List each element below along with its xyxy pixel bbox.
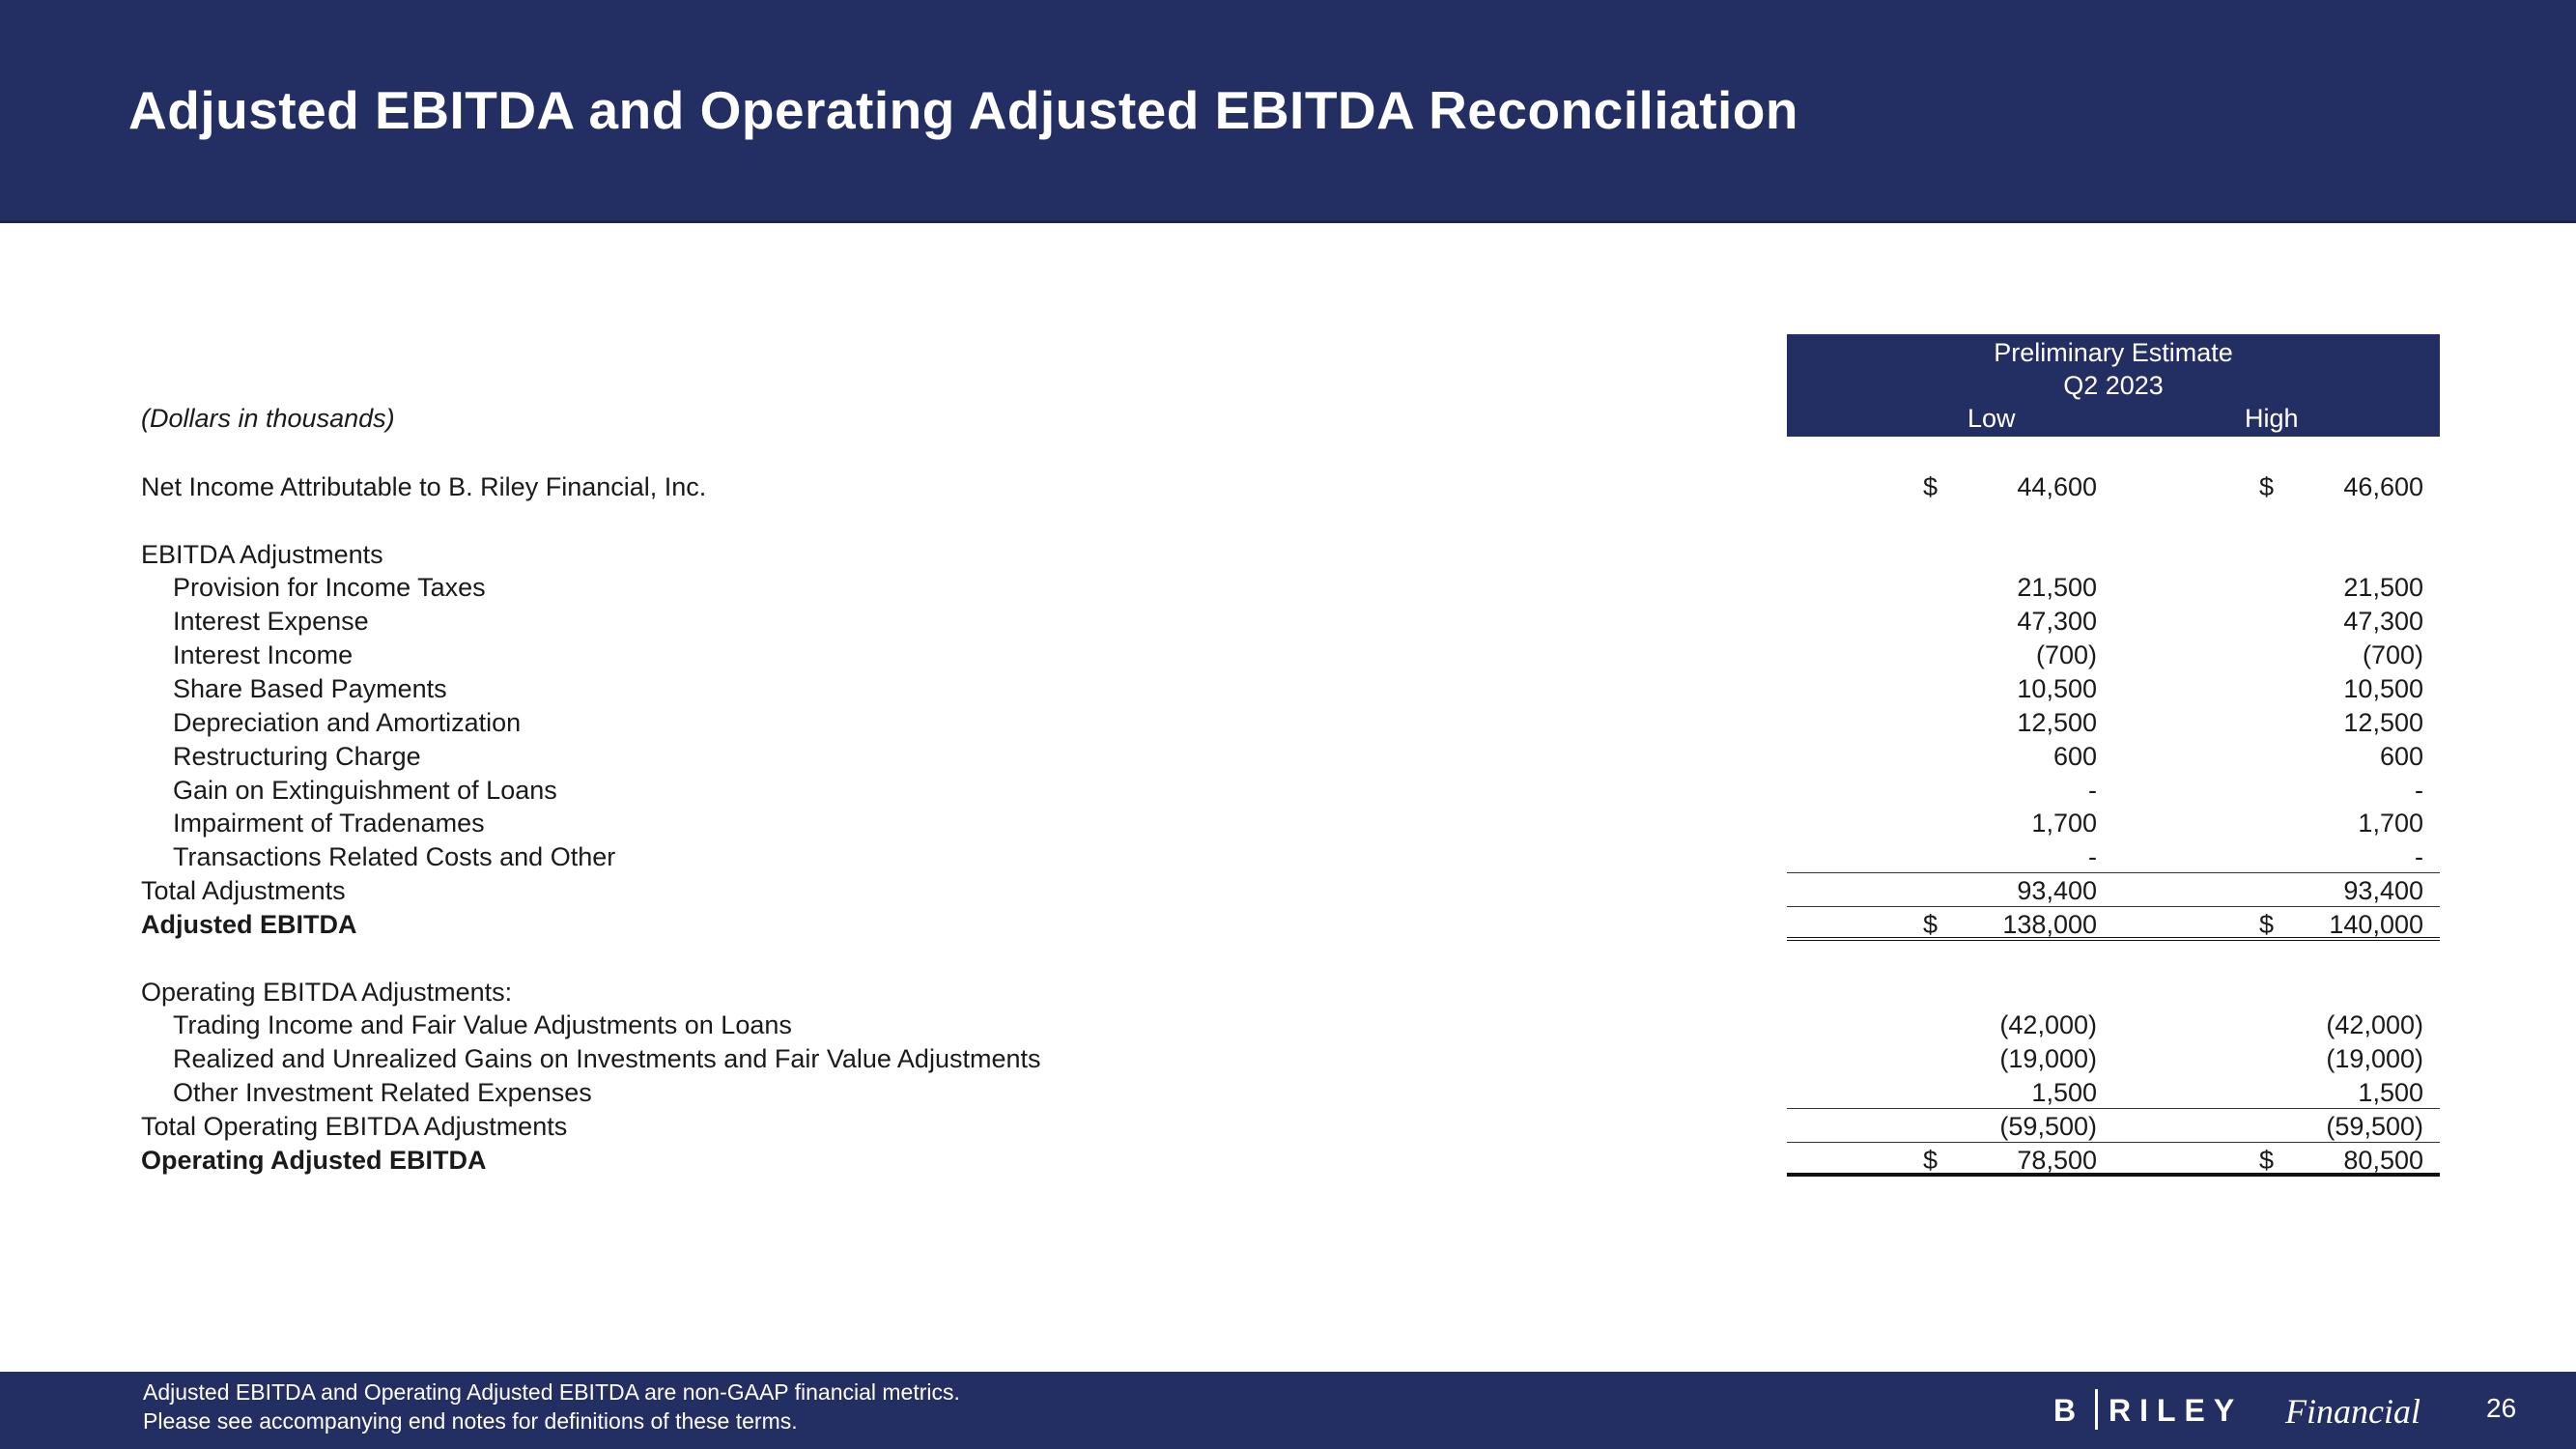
value-low: 1,700 <box>2031 809 2097 838</box>
value-high: 10,500 <box>2343 674 2423 703</box>
row-realized-unrealized-gains <box>0 1042 2576 1075</box>
row-interest-expense <box>0 605 2576 638</box>
row-transactions-related-costs <box>0 840 2576 873</box>
value-high: 1,500 <box>2358 1078 2423 1107</box>
currency-low: $ <box>1923 1146 1939 1175</box>
column-header-line2: Q2 2023 <box>2063 371 2164 400</box>
units-note: (Dollars in thousands) <box>141 404 395 433</box>
column-header-high: High <box>2245 404 2299 433</box>
value-low: 12,500 <box>2017 708 2097 737</box>
row-operating-adjusted-ebitda <box>0 1144 2576 1177</box>
value-low: - <box>2088 842 2097 871</box>
row-adjusted-ebitda <box>0 908 2576 941</box>
value-low: (59,500) <box>1999 1112 2097 1141</box>
row-gain-extinguishment-loans <box>0 774 2576 807</box>
row-label: Impairment of Tradenames <box>173 809 485 838</box>
value-low: 47,300 <box>2017 607 2097 636</box>
value-high: 47,300 <box>2343 607 2423 636</box>
total-thick-rule <box>1787 1173 2440 1177</box>
row-label: Gain on Extinguishment of Loans <box>173 776 557 805</box>
value-high: 1,700 <box>2358 809 2423 838</box>
value-high: 93,400 <box>2343 876 2423 905</box>
logo-b: B <box>2053 1393 2079 1428</box>
footer-note-line2: Please see accompanying end notes for definitions of these terms. <box>143 1408 798 1434</box>
value-high: 80,500 <box>2343 1146 2423 1175</box>
row-impairment-tradenames <box>0 807 2576 839</box>
subtotal-rule <box>1787 1108 2440 1109</box>
value-low: 1,500 <box>2031 1078 2097 1107</box>
footer-note-line1: Adjusted EBITDA and Operating Adjusted EBITDA are non-GAAP financial metrics. <box>143 1379 960 1405</box>
value-high: 21,500 <box>2343 573 2423 602</box>
row-total-operating-adjustments <box>0 1110 2576 1143</box>
row-share-based-payments <box>0 672 2576 705</box>
value-high: (700) <box>2362 640 2423 669</box>
row-label: Trading Income and Fair Value Adjustments on Loans <box>173 1010 792 1039</box>
column-header <box>1787 334 2440 437</box>
row-restructuring-charge <box>0 740 2576 773</box>
row-operating-adjustments-header <box>0 976 2576 1009</box>
currency-high: $ <box>2259 910 2275 939</box>
row-label: Total Operating EBITDA Adjustments <box>141 1112 568 1141</box>
value-low: 600 <box>2052 742 2097 771</box>
total-double-rule <box>1787 937 2440 943</box>
value-low: (42,000) <box>1999 1010 2097 1039</box>
value-low: 44,600 <box>2017 472 2097 501</box>
row-interest-income <box>0 639 2576 671</box>
page-number: 26 <box>2486 1393 2517 1423</box>
row-label: Restructuring Charge <box>173 742 421 771</box>
row-label: Share Based Payments <box>173 674 447 703</box>
row-label: Adjusted EBITDA <box>141 910 357 939</box>
column-header-low: Low <box>1967 404 2016 433</box>
row-label: Operating Adjusted EBITDA <box>141 1146 487 1175</box>
row-ebitda-adjustments-header <box>0 538 2576 571</box>
row-depreciation-amortization <box>0 706 2576 739</box>
value-low: - <box>2088 776 2097 805</box>
value-low: 21,500 <box>2017 573 2097 602</box>
currency-high: $ <box>2259 472 2275 501</box>
row-other-investment-expenses <box>0 1076 2576 1109</box>
row-total-adjustments <box>0 874 2576 907</box>
row-net-income <box>0 470 2576 503</box>
row-trading-income <box>0 1009 2576 1041</box>
value-high: - <box>2415 776 2423 805</box>
value-low: 138,000 <box>2002 910 2097 939</box>
value-high: 600 <box>2379 742 2423 771</box>
row-label: Depreciation and Amortization <box>173 708 522 737</box>
value-high: (42,000) <box>2326 1010 2423 1039</box>
value-low: 10,500 <box>2017 674 2097 703</box>
logo-divider <box>2095 1389 2098 1430</box>
footer-banner <box>0 1372 2576 1449</box>
logo-riley: RILEY <box>2109 1393 2244 1428</box>
row-label: Realized and Unrealized Gains on Investments and Fair Value Adjustments <box>173 1044 1041 1073</box>
value-high: 12,500 <box>2343 708 2423 737</box>
row-label: Total Adjustments <box>141 876 346 905</box>
currency-low: $ <box>1923 472 1939 501</box>
logo-financial: Financial <box>2285 1392 2420 1431</box>
page-title: Adjusted EBITDA and Operating Adjusted EBITDA Reconciliation <box>128 80 1798 140</box>
row-label: Transactions Related Costs and Other <box>173 842 616 871</box>
value-low: 78,500 <box>2017 1146 2097 1175</box>
row-provision-income-taxes <box>0 571 2576 604</box>
value-low: (19,000) <box>1999 1044 2097 1073</box>
value-high: 46,600 <box>2343 472 2423 501</box>
subtotal-rule <box>1787 906 2440 907</box>
currency-low: $ <box>1923 910 1939 939</box>
row-label: EBITDA Adjustments <box>141 540 383 569</box>
header-banner <box>0 0 2576 223</box>
row-label: Provision for Income Taxes <box>173 573 486 602</box>
value-high: - <box>2415 842 2423 871</box>
value-high: 140,000 <box>2329 910 2423 939</box>
value-low: 93,400 <box>2017 876 2097 905</box>
subtotal-rule <box>1787 872 2440 873</box>
value-high: (19,000) <box>2326 1044 2423 1073</box>
row-label: Interest Income <box>173 640 354 669</box>
row-label: Net Income Attributable to B. Riley Financial, Inc. <box>141 472 707 501</box>
subtotal-rule <box>1787 1142 2440 1143</box>
currency-high: $ <box>2259 1146 2275 1175</box>
row-label: Interest Expense <box>173 607 369 636</box>
value-high: (59,500) <box>2326 1112 2423 1141</box>
column-header-line1: Preliminary Estimate <box>1994 338 2233 367</box>
row-label: Other Investment Related Expenses <box>173 1078 592 1107</box>
row-label: Operating EBITDA Adjustments: <box>141 978 513 1007</box>
value-low: (700) <box>2035 640 2097 669</box>
